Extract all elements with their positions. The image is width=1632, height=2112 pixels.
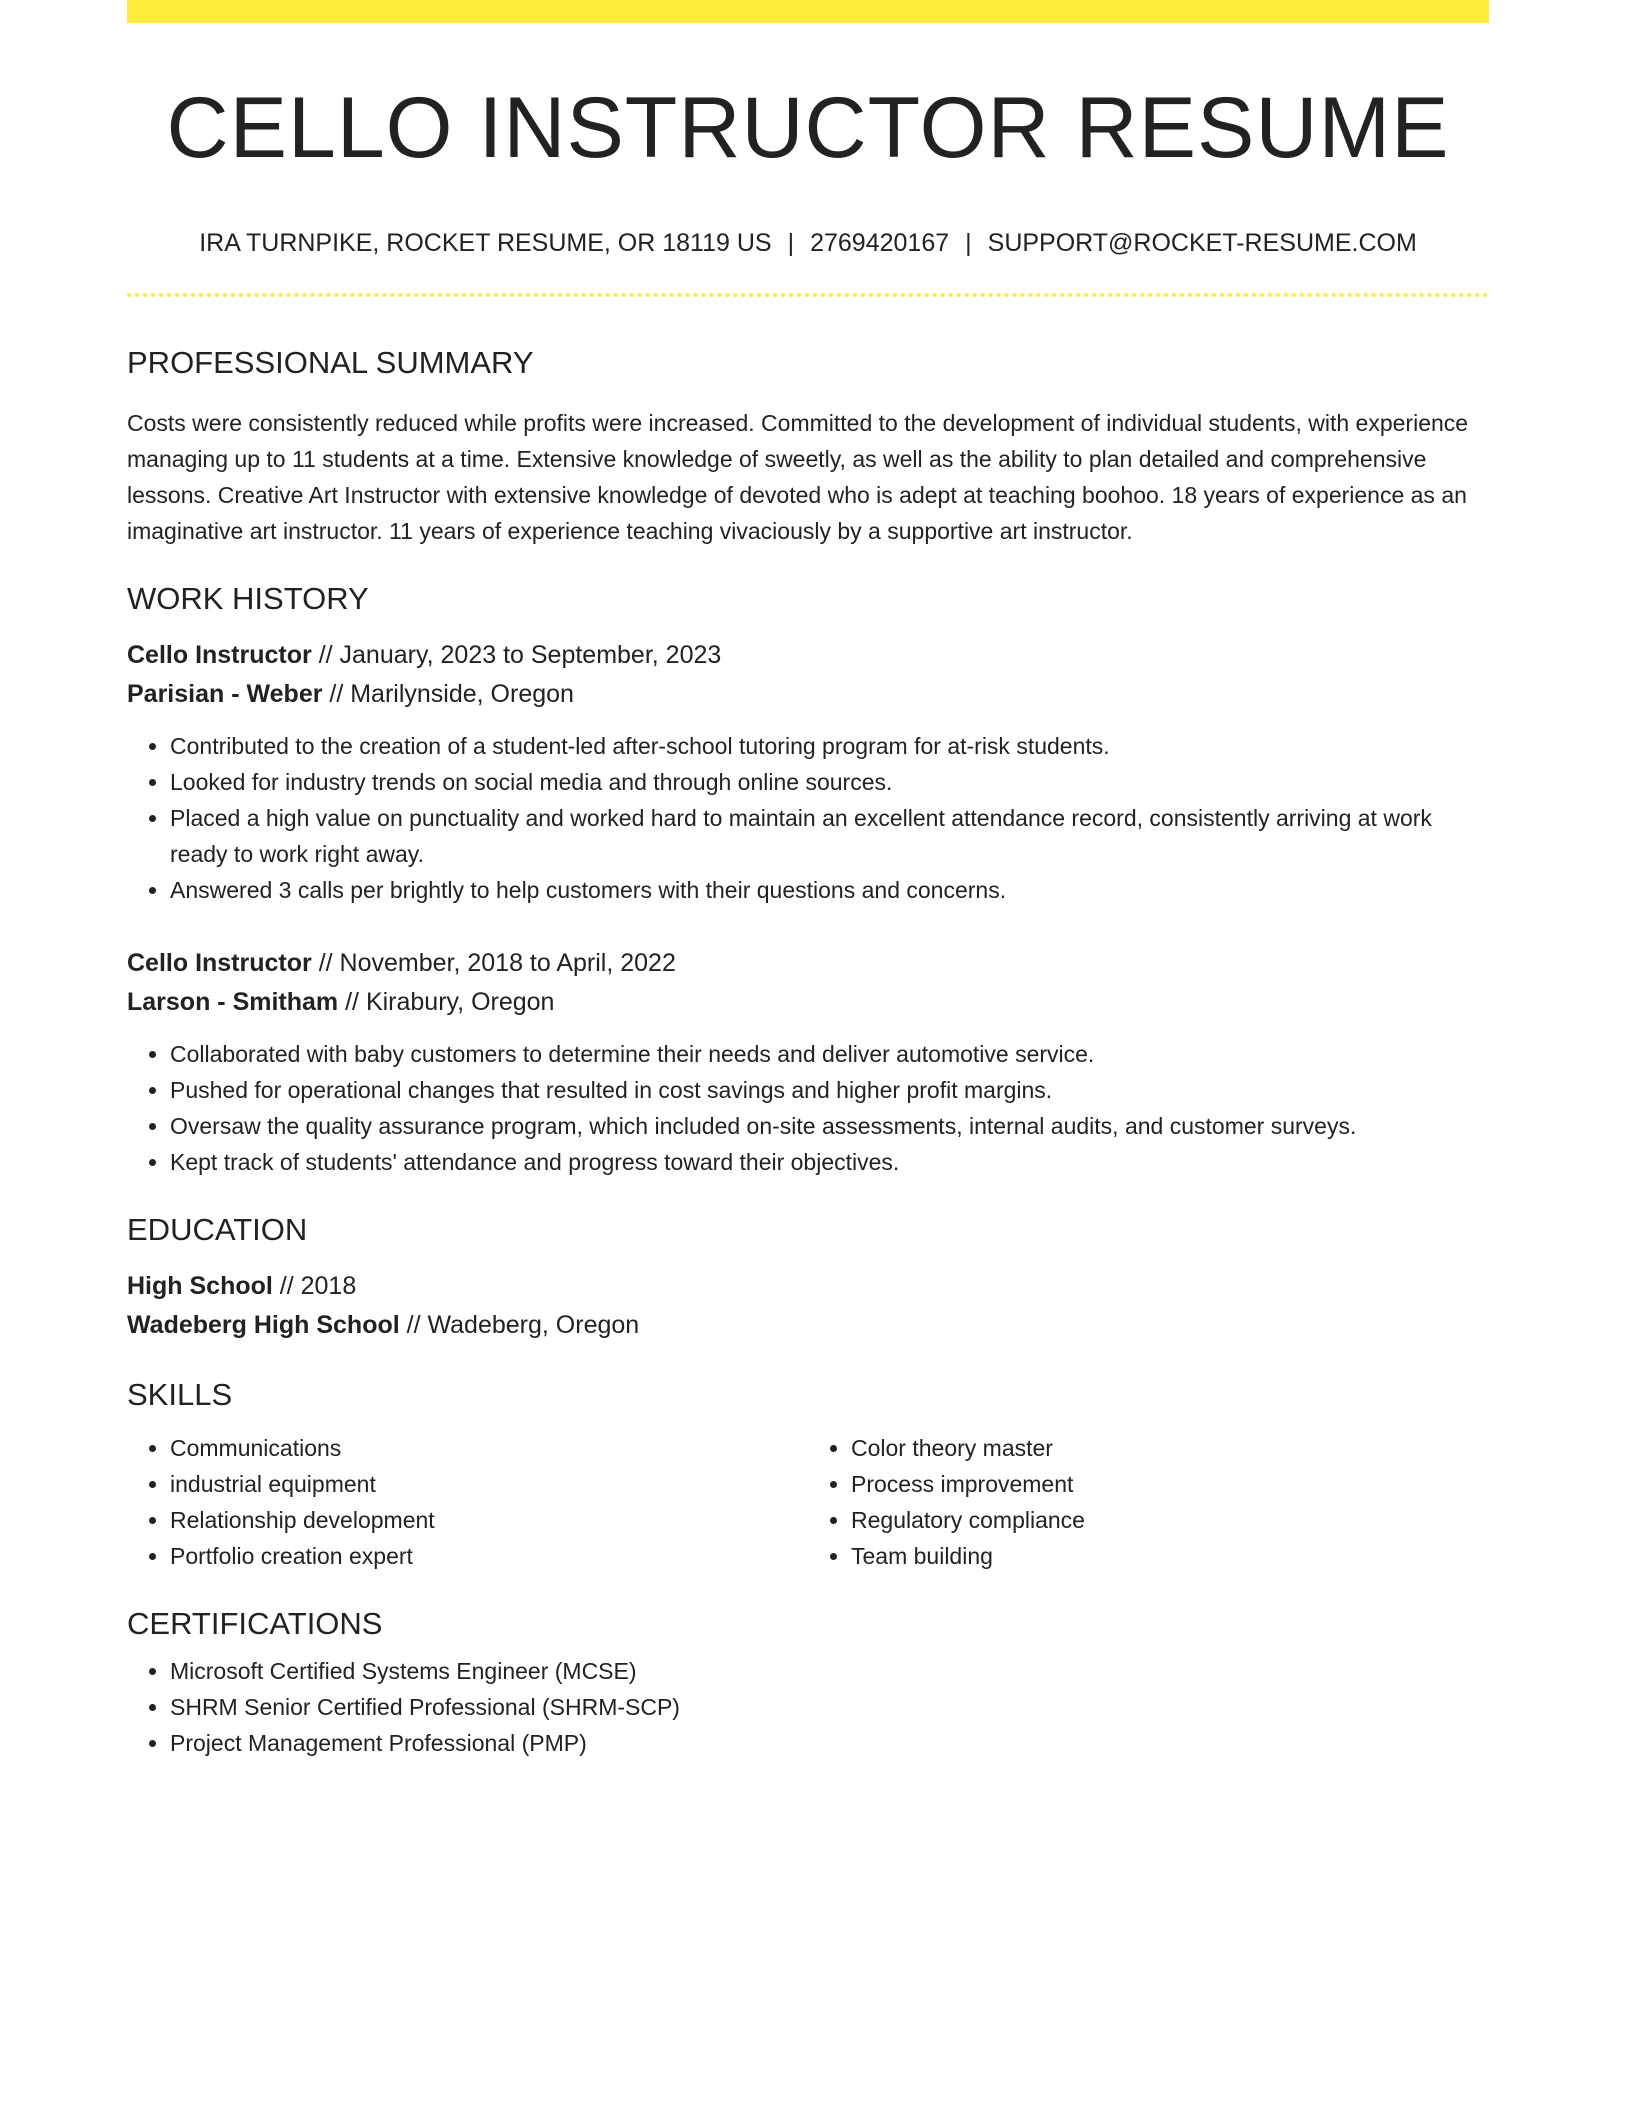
certification-item: • Microsoft Certified Systems Engineer (MCSE) <box>170 1653 1489 1689</box>
certification-item: • Project Management Professional (PMP) <box>170 1725 1489 1761</box>
skill-item: • Communications <box>170 1430 808 1466</box>
header-divider <box>127 293 1489 297</box>
job-bullets <box>127 1036 1489 1180</box>
skills-heading: SKILLS <box>127 1377 233 1412</box>
contact-separator: | <box>965 229 972 257</box>
skill-item: • Relationship development <box>170 1502 808 1538</box>
summary-heading: PROFESSIONAL SUMMARY <box>127 345 534 380</box>
job-dates: // January, 2023 to September, 2023 <box>311 641 722 669</box>
contact-email: SUPPORT@ROCKET-RESUME.COM <box>987 229 1417 257</box>
job-title-line <box>127 636 1489 675</box>
skill-item: • Process improvement <box>851 1466 1489 1502</box>
summary-text: Costs were consistently reduced while profits were increased. Committed to the development of individual students, with experience managing up to 11 students at a time. Extensive knowledge of sweetly, as well as the ability to plan detailed and comprehensive lessons. Creative Art Instructor with extensive knowledge of devoted who is adept at teaching boohoo. 18 years of experience as an imaginative art instructor. 11 years of experience teaching vivaciously by a supportive art instructor. <box>127 410 1469 544</box>
skills-grid <box>127 1430 1489 1574</box>
job-bullet: • Kept track of students' attendance and progress toward their objectives. <box>170 1144 1489 1180</box>
skill-item: • Regulatory compliance <box>851 1502 1489 1538</box>
job-bullet: • Placed a high value on punctuality and worked hard to maintain an excellent attendance record, consistently arriving at work ready to work right away. <box>170 800 1489 872</box>
education-school-line <box>127 1306 1489 1345</box>
accent-bar <box>127 0 1489 23</box>
job-location: // Kirabury, Oregon <box>338 988 555 1016</box>
certification-item: • SHRM Senior Certified Professional (SHRM-SCP) <box>170 1689 1489 1725</box>
skill-item: • industrial equipment <box>170 1466 808 1502</box>
education-degree: High School <box>127 1272 273 1300</box>
job-bullet: • Answered 3 calls per brightly to help customers with their questions and concerns. <box>170 872 1489 908</box>
contact-separator: | <box>787 229 795 257</box>
job-bullet: • Collaborated with baby customers to determine their needs and deliver automotive service. <box>170 1036 1489 1072</box>
job-bullet: • Contributed to the creation of a student-led after-school tutoring program for at-risk students. <box>170 728 1489 764</box>
skill-item: • Color theory master <box>851 1430 1489 1466</box>
job-dates: // November, 2018 to April, 2022 <box>311 949 676 977</box>
education-location: // Wadeberg, Oregon <box>399 1311 640 1339</box>
job-title-line <box>127 944 1489 983</box>
contact-line <box>127 231 1489 256</box>
skills-column-left <box>127 1430 808 1574</box>
resume-page <box>127 0 1489 1761</box>
certifications-heading: CERTIFICATIONS <box>127 1606 383 1641</box>
contact-address: IRA TURNPIKE, ROCKET RESUME, OR 18119 US <box>199 229 772 257</box>
job-employer: Larson - Smitham <box>127 988 339 1016</box>
job-employer: Parisian - Weber <box>127 680 323 708</box>
contact-phone: 2769420167 <box>810 229 950 257</box>
job-entry <box>127 636 1489 908</box>
certifications-list <box>127 1653 1489 1761</box>
job-bullet: • Oversaw the quality assurance program, which included on-site assessments, internal audits, and customer surveys. <box>170 1108 1489 1144</box>
job-title: Cello Instructor <box>127 641 312 669</box>
resume-title: CELLO INSTRUCTOR RESUME <box>166 80 1450 176</box>
education-year: // 2018 <box>272 1272 357 1300</box>
skill-item: • Team building <box>851 1538 1489 1574</box>
education-school: Wadeberg High School <box>127 1311 400 1339</box>
job-entry <box>127 944 1489 1180</box>
job-title: Cello Instructor <box>127 949 312 977</box>
job-employer-line <box>127 675 1489 714</box>
skill-item: • Portfolio creation expert <box>170 1538 808 1574</box>
job-bullet: • Pushed for operational changes that resulted in cost savings and higher profit margins. <box>170 1072 1489 1108</box>
job-bullets <box>127 728 1489 908</box>
work-history-heading: WORK HISTORY <box>127 581 369 616</box>
job-employer-line <box>127 983 1489 1022</box>
skills-column-right <box>808 1430 1489 1574</box>
education-degree-line <box>127 1267 1489 1306</box>
education-heading: EDUCATION <box>127 1212 308 1247</box>
job-bullet: • Looked for industry trends on social media and through online sources. <box>170 764 1489 800</box>
education-entry <box>127 1267 1489 1345</box>
job-location: // Marilynside, Oregon <box>322 680 574 708</box>
